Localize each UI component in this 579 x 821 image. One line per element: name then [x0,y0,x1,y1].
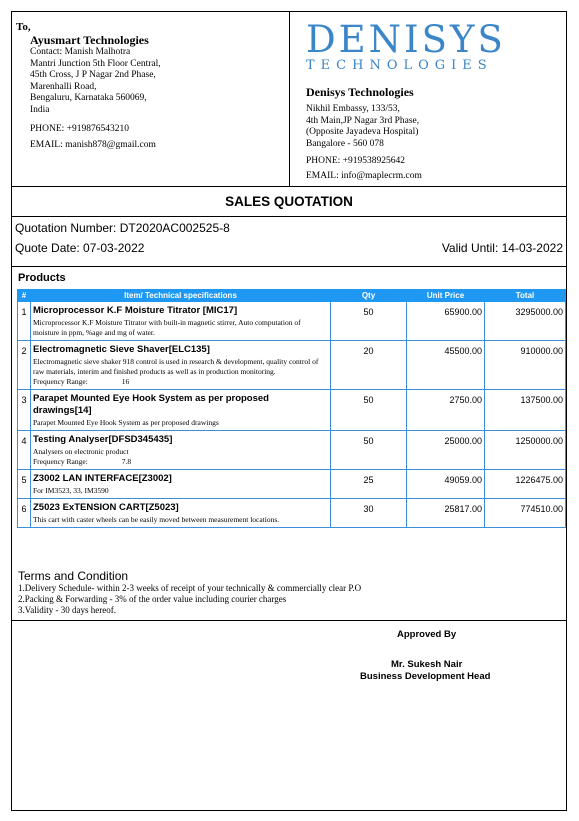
table-row [18,499,566,528]
item-total: 774510.00 [485,499,566,528]
customer-address-line: India [30,104,50,115]
item-qty: 50 [331,390,407,431]
item-total: 3295000.00 [485,302,566,341]
item-description: Analysers on electronic product [33,447,129,456]
customer-name: Ayusmart Technologies [30,33,149,47]
customer-phone: PHONE: +919876543210 [30,124,130,134]
quotation-info [12,217,566,267]
item-description: Electromagnetic sieve shaker 918 control is used in research & development, quality control of raw materials, interim and finished products as well as in production monitoring. [33,357,319,376]
frequency-label: Frequency Range: [33,377,88,386]
item-qty: 25 [331,470,407,499]
customer-email: EMAIL: manish878@gmail.com [30,139,156,150]
row-number: 3 [18,390,31,431]
item-unit-price: 49059.00 [407,470,485,499]
item-name: Parapet Mounted Eye Hook System as per proposed drawings[14] [33,393,269,416]
company-name: Denisys Technologies [306,85,414,99]
quotation-number: Quotation Number: DT2020AC002525-8 [15,221,230,235]
terms-line: 1.Delivery Schedule- within 2-3 weeks of receipt of your technically & commercially clear P.O [18,583,362,593]
logo-tagline: TECHNOLOGIES [306,58,493,73]
item-unit-price: 65900.00 [407,302,485,341]
item-name: Testing Analyser[DFSD345435] [33,434,173,445]
approved-by-label: Approved By [397,629,457,640]
terms-line: 2.Packing & Forwarding - 3% of the order value including courier charges [18,594,287,604]
company-address-line: 4th Main,JP Nagar 3rd Phase, [306,115,420,126]
divider [12,620,566,621]
valid-until: Valid Until: 14-03-2022 [441,241,563,255]
terms-line: 3.Validity - 30 days hereof. [18,605,116,615]
table-header-row [18,290,566,302]
products-heading: Products [18,272,66,284]
quote-date: Quote Date: 07-03-2022 [15,241,145,255]
customer-address-line: Marenhalli Road, [30,81,97,92]
item-qty: 50 [331,431,407,470]
item-cell [31,302,331,341]
customer-address-line: Bengaluru, Karnataka 560069, [30,93,147,103]
products-table [17,289,566,528]
table-row [18,390,566,431]
item-total: 1250000.00 [485,431,566,470]
company-phone: PHONE: +919538925642 [306,156,406,166]
column-header-total: Total [485,290,566,302]
row-number: 1 [18,302,31,341]
table-row [18,341,566,390]
customer-address-line: 45th Cross, J P Nagar 2nd Phase, [30,70,156,80]
row-number: 4 [18,431,31,470]
item-name: Z3002 LAN INTERFACE[Z3002] [33,473,172,484]
approver-name: Mr. Sukesh Nair [391,659,463,670]
customer-address-line: Mantri Junction 5th Floor Central, [30,58,161,69]
item-description: Parapet Mounted Eye Hook System as per proposed drawings [33,418,219,427]
column-header-item: Item/ Technical specifications [31,290,331,302]
frequency-value: 16 [121,377,130,386]
terms-section [18,569,361,616]
terms-title: Terms and Condition [18,569,129,583]
item-qty: 20 [331,341,407,390]
row-number: 5 [18,470,31,499]
header-section [12,12,566,187]
row-number: 6 [18,499,31,528]
item-cell [31,341,331,390]
table-row [18,431,566,470]
item-cell [31,431,331,470]
item-total: 1226475.00 [485,470,566,499]
frequency-label: Frequency Range: [33,457,88,466]
item-unit-price: 25000.00 [407,431,485,470]
item-description: For IM3523, 33, IM3590 [33,486,109,495]
item-unit-price: 25817.00 [407,499,485,528]
table-row [18,470,566,499]
item-unit-price: 2750.00 [407,390,485,431]
company-email: EMAIL: info@maplecrm.com [306,170,422,181]
frequency-value: 7.8 [121,457,132,466]
column-header-unit-price: Unit Price [407,290,485,302]
customer-block [12,12,290,186]
company-address-line: Nikhil Embassy, 133/53, [306,104,400,114]
item-unit-price: 45500.00 [407,341,485,390]
item-cell [31,470,331,499]
item-description: This cart with caster wheels can be easily moved between measurement locations. [33,515,280,524]
company-block [290,12,566,186]
item-qty: 30 [331,499,407,528]
item-total: 137500.00 [485,390,566,431]
company-address-line: Bangalore - 560 078 [306,138,384,149]
customer-contact: Contact: Manish Malhotra [30,47,131,57]
column-header-number: # [18,290,31,302]
to-label: To, [16,21,31,33]
item-qty: 50 [331,302,407,341]
item-name: Microprocessor K.F Moisture Titrator [MIC17] [33,305,238,316]
column-header-qty: Qty [331,290,407,302]
table-row [18,302,566,341]
company-logo [306,18,506,73]
document-title: SALES QUOTATION [12,187,566,217]
item-description: Microprocessor K.F Moisture Titrator with built-in magnetic stirrer, Auto computation of moisture in ppm, %age and mg of water. [33,318,301,337]
quotation-document [11,11,567,811]
item-total: 910000.00 [485,341,566,390]
company-address-line: (Opposite Jayadeva Hospital) [306,127,419,137]
item-cell [31,499,331,528]
row-number: 2 [18,341,31,390]
item-frequency [33,457,328,467]
item-frequency [33,377,328,387]
item-name: Z5023 ExTENSION CART[Z5023] [33,502,179,513]
approver-role: Business Development Head [360,671,491,682]
logo-wordmark: DENISYS [306,18,506,61]
item-name: Electromagnetic Sieve Shaver[ELC135] [33,344,210,355]
item-cell [31,390,331,431]
